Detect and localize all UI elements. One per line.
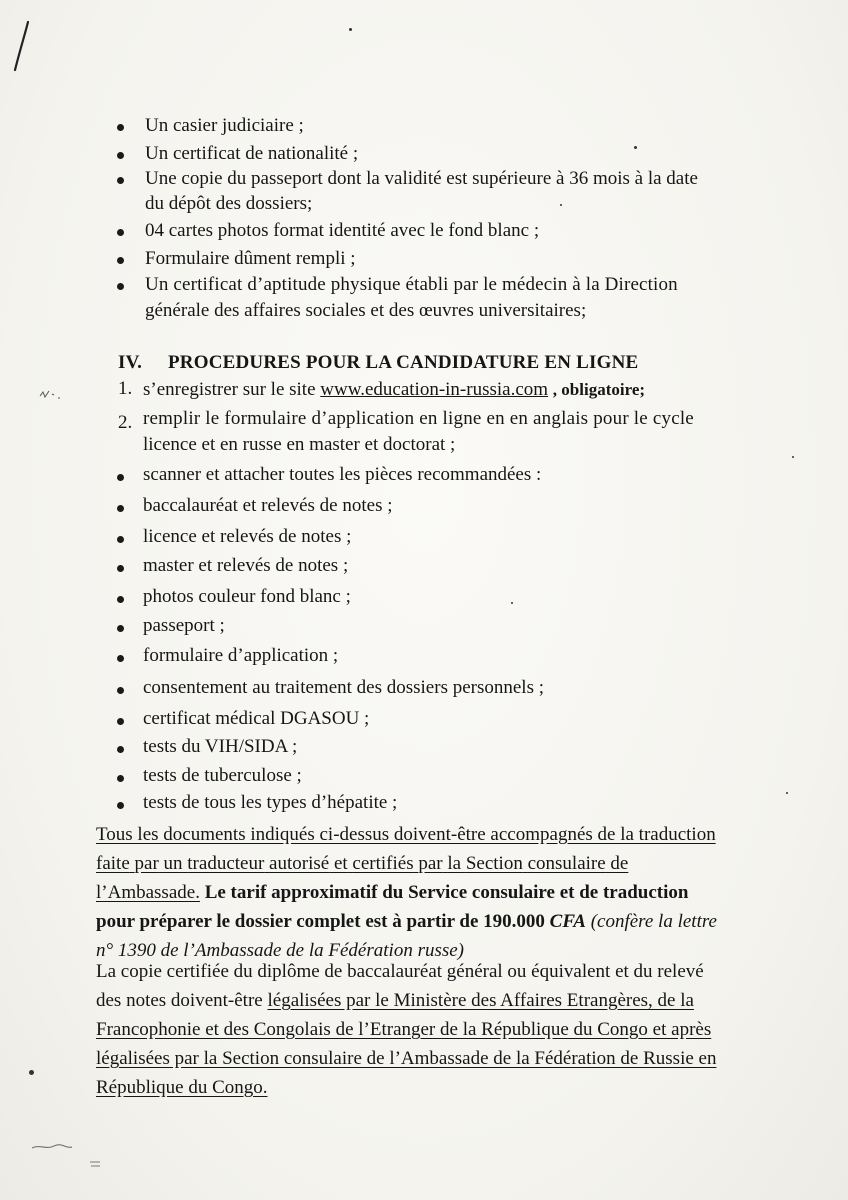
list-item-continuation: du dépôt des dossiers; — [145, 193, 313, 214]
word: la — [447, 853, 462, 874]
list-item: tests de tous les types d’hépatite ; — [143, 792, 398, 813]
word: autorisé — [269, 853, 330, 874]
section-heading — [118, 352, 638, 374]
bullet-icon — [117, 257, 124, 264]
bullet-icon — [117, 596, 124, 603]
bullet-icon — [117, 625, 124, 632]
list-item: Un casier judiciaire ; — [145, 115, 304, 136]
translation-paragraph — [96, 820, 748, 965]
step-item — [143, 377, 645, 403]
word: un — [163, 853, 183, 874]
bullet-icon — [117, 802, 124, 809]
bullet-icon — [117, 718, 124, 725]
word: Section — [465, 853, 523, 874]
bullet-icon — [117, 655, 124, 662]
scan-speck — [349, 28, 352, 31]
list-item: tests du VIH/SIDA ; — [143, 736, 298, 757]
word: certifiés — [352, 853, 414, 874]
word: traducteur — [187, 853, 265, 874]
list-item: baccalauréat et relevés de notes ; — [143, 495, 393, 516]
bullet-icon — [117, 474, 124, 481]
word: faite — [96, 853, 130, 874]
paragraph-fragment: l’Ambassade. — [96, 882, 200, 903]
bullet-icon — [117, 283, 124, 290]
list-item-continuation: générale des affaires sociales et des œuvres universitaires; — [145, 300, 587, 321]
step-item: remplir le formulaire d’application en ligne en en anglais pour le cycle — [143, 408, 694, 429]
word: par — [134, 853, 159, 874]
paragraph-fragment: des notes doivent-être — [96, 990, 263, 1011]
list-item: formulaire d’application ; — [143, 645, 339, 666]
list-item: consentement au traitement des dossiers personnels ; — [143, 677, 545, 698]
list-item: tests de tuberculose ; — [143, 765, 302, 786]
legalization-paragraph — [96, 957, 748, 1102]
paragraph-line: légalisées par la Section consulaire de l’Ambassade de la Fédération de Russie en — [96, 1048, 717, 1069]
bullet-icon — [117, 746, 124, 753]
word: et — [333, 853, 348, 874]
website-link[interactable]: www.education-in-russia.com — [320, 379, 549, 400]
list-item: Une copie du passeport dont la validité est supérieure à 36 mois à la date — [145, 168, 698, 189]
list-item: Un certificat de nationalité ; — [145, 143, 359, 164]
list-item: Formulaire dûment rempli ; — [145, 248, 356, 269]
scan-scribble — [88, 1158, 104, 1170]
step-number: 1. — [118, 378, 133, 399]
paragraph-line-justified — [96, 849, 748, 878]
list-item: scanner et attacher toutes les pièces recommandées : — [143, 464, 542, 485]
list-item: passeport ; — [143, 615, 225, 636]
paragraph-line: La copie certifiée du diplôme de baccalauréat général ou équivalent et du relevé — [96, 961, 704, 982]
bullet-icon — [117, 505, 124, 512]
bullet-icon — [117, 536, 124, 543]
list-item: 04 cartes photos format identité avec le fond blanc ; — [145, 220, 540, 241]
scan-speck — [511, 602, 513, 604]
paragraph-line: République du Congo. — [96, 1077, 268, 1098]
bullet-icon — [117, 177, 124, 184]
bullet-icon — [117, 124, 124, 131]
scan-scribble — [36, 384, 66, 404]
bullet-icon — [117, 152, 124, 159]
section-number: IV. — [118, 352, 143, 373]
handwritten-slash-mark — [6, 18, 46, 78]
step-text: s’enregistrer sur le site — [143, 379, 316, 400]
bullet-icon — [117, 565, 124, 572]
step-suffix: , obligatoire; — [552, 380, 646, 399]
list-item: photos couleur fond blanc ; — [143, 586, 351, 607]
bullet-icon — [117, 775, 124, 782]
list-item: Un certificat d’aptitude physique établi par le médecin à la Direction — [145, 274, 678, 295]
bullet-icon — [117, 229, 124, 236]
paragraph-line: Francophonie et des Congolais de l’Etranger de la République du Congo et après — [96, 1019, 712, 1040]
scan-speck — [792, 456, 794, 458]
section-title: PROCEDURES POUR LA CANDIDATURE EN LIGNE — [168, 352, 639, 373]
tariff-text: pour préparer le dossier complet est à partir de 190.000 — [96, 911, 545, 932]
bullet-icon — [117, 687, 124, 694]
currency-text: CFA — [549, 911, 586, 932]
step-number: 2. — [118, 412, 133, 433]
tariff-text: Le tarif approximatif du Service consulaire et de traduction — [204, 882, 689, 903]
paragraph-fragment: légalisées par le Ministère des Affaires Etrangères, de la — [267, 990, 694, 1011]
scan-scribble — [30, 1140, 76, 1154]
scan-speck — [29, 1070, 34, 1075]
word: de — [610, 853, 629, 874]
step-item-continuation: licence et en russe en master et doctorat ; — [143, 434, 456, 455]
list-item: licence et relevés de notes ; — [143, 526, 352, 547]
reference-text: (confère la lettre — [590, 911, 717, 932]
paragraph-line: Tous les documents indiqués ci-dessus doivent-être accompagnés de la traduction — [96, 824, 716, 845]
list-item: certificat médical DGASOU ; — [143, 708, 370, 729]
reference-text: n° 1390 de l’Ambassade de la Fédération russe) — [96, 940, 465, 961]
scan-speck — [786, 792, 788, 794]
word: consulaire — [527, 853, 606, 874]
scan-speck — [634, 146, 637, 149]
scan-speck — [560, 204, 562, 206]
list-item: master et relevés de notes ; — [143, 555, 349, 576]
word: par — [418, 853, 443, 874]
